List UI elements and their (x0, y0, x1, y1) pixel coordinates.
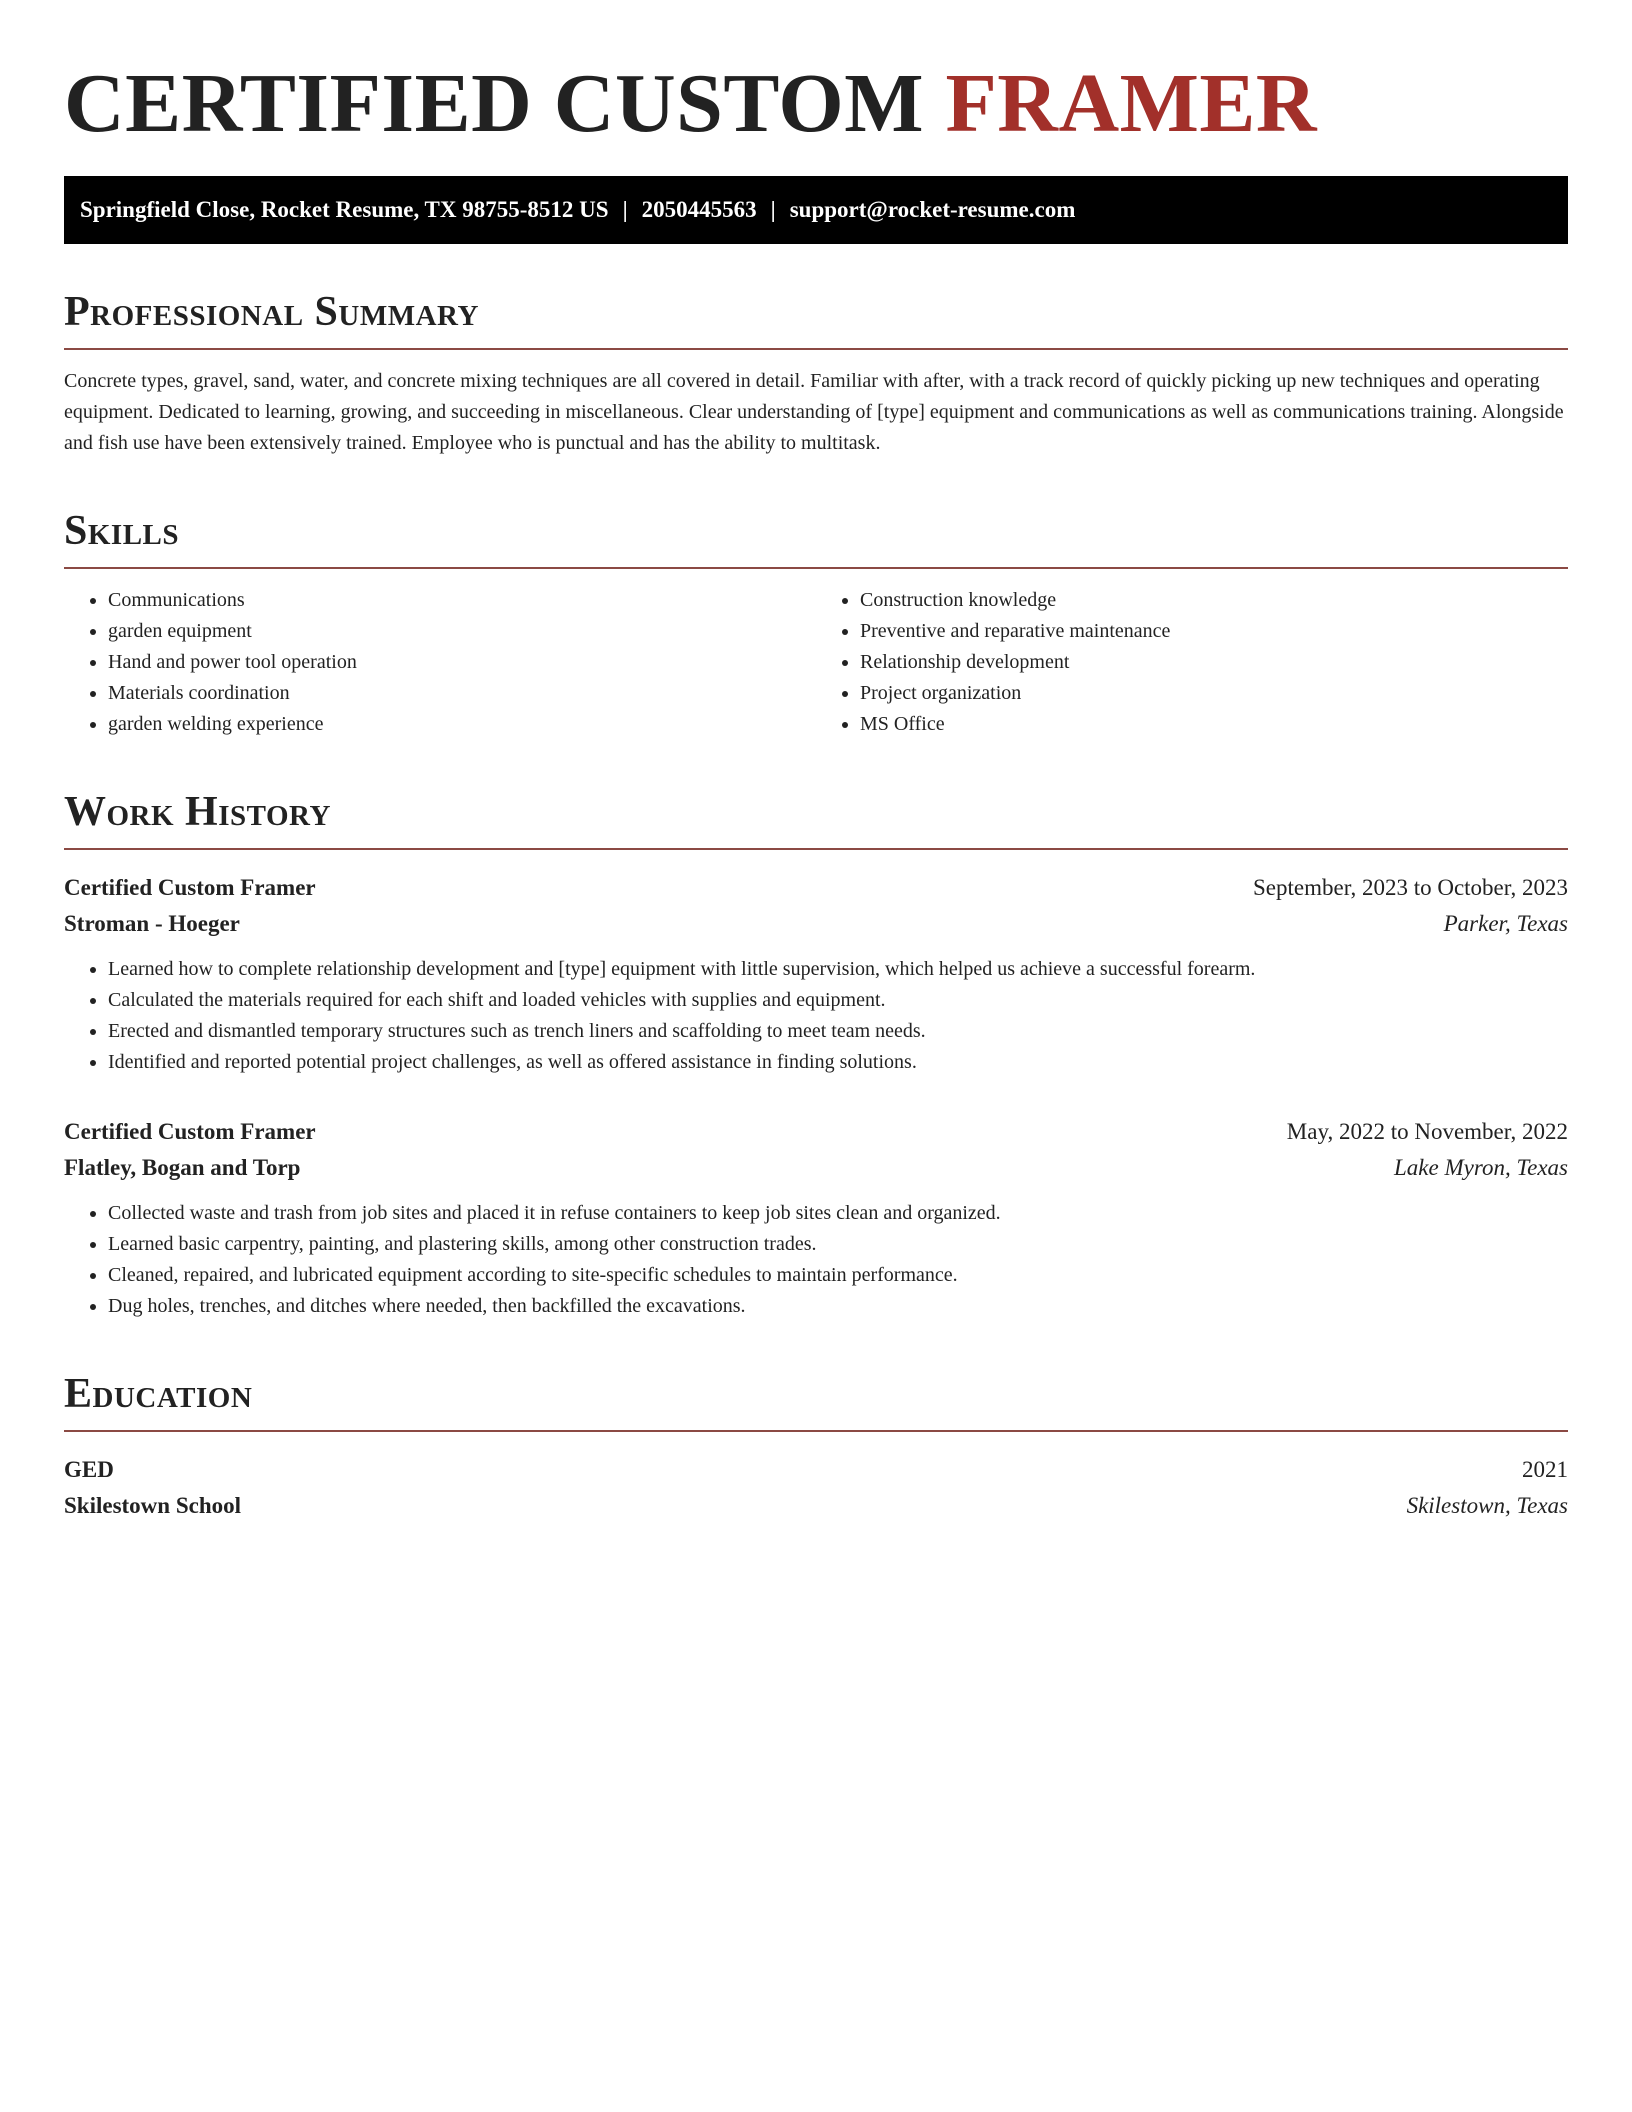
contact-address: Springfield Close, Rocket Resume, TX 98755-8512 US (80, 197, 609, 222)
education-school-row (64, 1488, 1568, 1524)
skill-item: • Project organization (860, 678, 1568, 709)
skill-item: • garden equipment (108, 616, 816, 647)
job-company-row (64, 1150, 1568, 1186)
job-company: Flatley, Bogan and Torp (64, 1155, 301, 1180)
education-degree: GED (64, 1457, 114, 1482)
job-bullets (64, 954, 1568, 1078)
job-role: Certified Custom Framer (64, 875, 316, 900)
job-dates: May, 2022 to November, 2022 (1286, 1119, 1568, 1144)
job-bullet: • Learned how to complete relationship development and [type] equipment with little supervision, which helped us achieve a successful forearm. (108, 954, 1568, 985)
job-bullet: • Cleaned, repaired, and lubricated equipment according to site-specific schedules to maintain performance. (108, 1260, 1568, 1291)
job-title-row (64, 870, 1568, 906)
contact-bar (64, 176, 1568, 244)
name-primary: CERTIFIED CUSTOM (64, 57, 924, 150)
job-company: Stroman - Hoeger (64, 911, 240, 936)
job-bullet: • Dug holes, trenches, and ditches where needed, then backfilled the excavations. (108, 1291, 1568, 1322)
skill-item: • Construction knowledge (860, 585, 1568, 616)
contact-separator: | (770, 197, 776, 222)
skill-item: • Relationship development (860, 647, 1568, 678)
job-entry (64, 870, 1568, 1078)
summary-text: Concrete types, gravel, sand, water, and concrete mixing techniques are all covered in detail. Familiar with after, with a track record of quickly picking up new techniques and operating equipment. Dedicated to learning, growing, and succeeding in miscellaneous. Clear understanding of [type] equipment and communications as well as communications training. Alongside and fish use have been extensively trained. Employee who is punctual and has the ability to multitask. (64, 370, 1564, 454)
contact-email: support@rocket-resume.com (789, 197, 1076, 222)
skill-item: • Preventive and reparative maintenance (860, 616, 1568, 647)
contact-phone: 2050445563 (641, 197, 757, 222)
job-role: Certified Custom Framer (64, 1119, 316, 1144)
job-bullet: • Learned basic carpentry, painting, and plastering skills, among other construction trades. (108, 1229, 1568, 1260)
skills-heading: Skills (64, 507, 1568, 569)
candidate-name (64, 56, 1568, 152)
job-location: Parker, Texas (1443, 911, 1568, 936)
education-year: 2021 (1522, 1457, 1568, 1482)
job-title-row (64, 1114, 1568, 1150)
job-bullet: • Identified and reported potential project challenges, as well as offered assistance in finding solutions. (108, 1047, 1568, 1078)
skill-item: • Hand and power tool operation (108, 647, 816, 678)
summary-heading: Professional Summary (64, 288, 1568, 350)
skills-column-left (64, 585, 816, 740)
skills-column-right (816, 585, 1568, 740)
job-location: Lake Myron, Texas (1394, 1155, 1568, 1180)
education-degree-row (64, 1452, 1568, 1488)
job-bullet: • Calculated the materials required for each shift and loaded vehicles with supplies and equipment. (108, 985, 1568, 1016)
education-school: Skilestown School (64, 1493, 242, 1518)
education-entry (64, 1452, 1568, 1524)
job-dates: September, 2023 to October, 2023 (1253, 875, 1568, 900)
contact-separator: | (622, 197, 628, 222)
skill-item: • MS Office (860, 709, 1568, 740)
job-bullets (64, 1198, 1568, 1322)
skill-item: • garden welding experience (108, 709, 816, 740)
education-heading: Education (64, 1370, 1568, 1432)
job-entry (64, 1114, 1568, 1322)
job-company-row (64, 906, 1568, 942)
work-history-heading: Work History (64, 788, 1568, 850)
job-bullet: • Erected and dismantled temporary structures such as trench liners and scaffolding to meet team needs. (108, 1016, 1568, 1047)
skills-list (64, 585, 1568, 740)
skill-item: • Communications (108, 585, 816, 616)
skill-item: • Materials coordination (108, 678, 816, 709)
education-location: Skilestown, Texas (1406, 1493, 1568, 1518)
name-accent: FRAMER (945, 57, 1318, 150)
job-bullet: • Collected waste and trash from job sites and placed it in refuse containers to keep job sites clean and organized. (108, 1198, 1568, 1229)
